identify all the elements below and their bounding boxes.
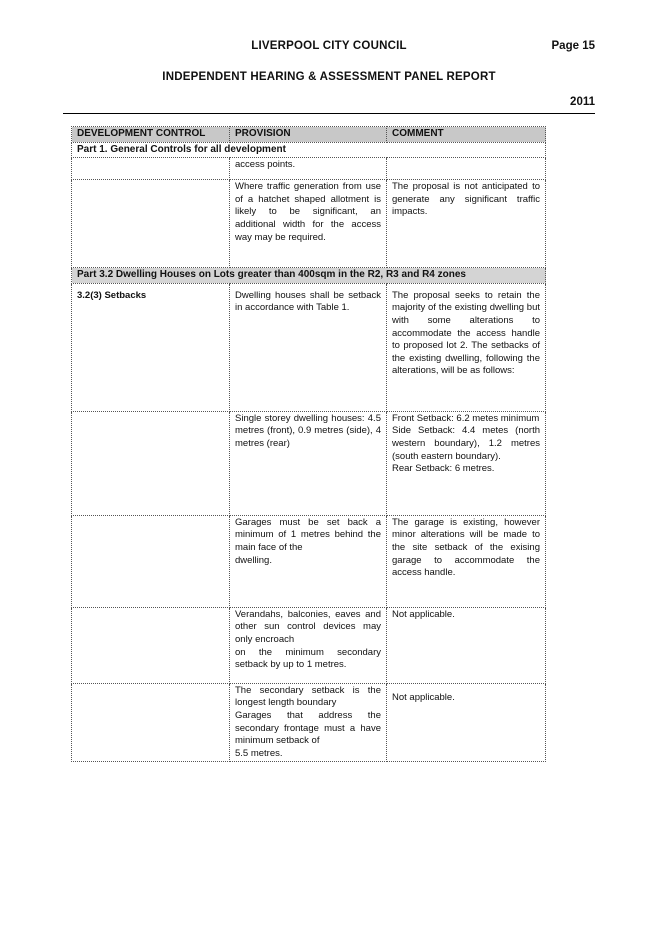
provision-cell	[230, 607, 387, 683]
provision-line: Garages must be set back a minimum of 1 metres behind the main face of the	[235, 516, 381, 553]
control-cell	[72, 683, 230, 762]
table-row	[72, 158, 546, 180]
provision-cell: Where traffic generation from use of a hatchet shaped allotment is likely to be significant, an additional width for the access way may be required.	[230, 180, 387, 268]
column-header-comment: COMMENT	[387, 127, 546, 143]
provision-line: 5.5 metres.	[235, 747, 283, 759]
report-title: INDEPENDENT HEARING & ASSESSMENT PANEL REPORT	[162, 71, 496, 83]
comment-cell	[387, 158, 546, 180]
table-row	[72, 683, 546, 762]
council-name: LIVERPOOL CITY COUNCIL	[251, 40, 407, 52]
provision-line: Garages that address the secondary frontage must a have minimum setback of	[235, 709, 381, 747]
table-row	[72, 411, 546, 515]
comment-cell: Not applicable.	[387, 683, 546, 762]
table-row	[72, 283, 546, 411]
section-heading-part1	[72, 142, 546, 158]
controls-table	[71, 126, 546, 762]
table-row	[72, 607, 546, 683]
provision-cell: access points.	[230, 158, 387, 180]
provision-cell: Single storey dwelling houses: 4.5 metres (front), 0.9 metres (side), 4 metres (rear)	[230, 411, 387, 515]
control-cell	[72, 515, 230, 607]
provision-line: Verandahs, balconies, eaves and other sun control devices may only encroach	[235, 608, 381, 645]
part1-heading: Part 1. General Controls for all development	[72, 142, 546, 158]
provision-line: dwelling.	[235, 554, 272, 566]
column-header-provision: PROVISION	[230, 127, 387, 143]
comment-cell: The proposal seeks to retain the majority of the existing dwelling but with some alterations to accommodate the access handle to proposed lot 2. The setbacks of the existing dwelling, following the alterations, will be as follows:	[387, 283, 546, 411]
column-header-control: DEVELOPMENT CONTROL	[72, 127, 230, 143]
provision-line: on the minimum secondary setback by up to 1 metres.	[235, 646, 381, 671]
front-setback-text: Front Setback: 6.2 metes minimum	[392, 412, 540, 424]
comment-cell	[387, 411, 546, 515]
control-cell	[72, 158, 230, 180]
side-setback-text: Side Setback: 4.4 metes (north western boundary), 1.2 metres (south eastern boundary).	[392, 425, 540, 462]
table-header-row	[72, 127, 546, 143]
provision-cell	[230, 683, 387, 762]
rear-setback-text: Rear Setback: 6 metres.	[392, 463, 495, 475]
section-heading-part3-2	[72, 268, 546, 284]
comment-cell: The proposal is not anticipated to generate any significant traffic impacts.	[387, 180, 546, 268]
header-divider	[63, 113, 595, 114]
table-row	[72, 515, 546, 607]
provision-cell	[230, 515, 387, 607]
report-year: 2011	[570, 96, 595, 108]
provision-cell: Dwelling houses shall be setback in accordance with Table 1.	[230, 283, 387, 411]
comment-cell: Not applicable.	[387, 607, 546, 683]
comment-cell: The garage is existing, however minor alterations will be made to the site setback of the exising garage to accommodate the access handle.	[387, 515, 546, 607]
control-cell	[72, 180, 230, 268]
control-cell	[72, 607, 230, 683]
provision-line: The secondary setback is the longest length boundary	[235, 684, 381, 709]
control-cell	[72, 411, 230, 515]
part3-2-heading: Part 3.2 Dwelling Houses on Lots greater than 400sqm in the R2, R3 and R4 zones	[72, 268, 546, 284]
page-number: Page 15	[551, 40, 595, 52]
table-row	[72, 180, 546, 268]
control-cell: 3.2(3) Setbacks	[72, 283, 230, 411]
